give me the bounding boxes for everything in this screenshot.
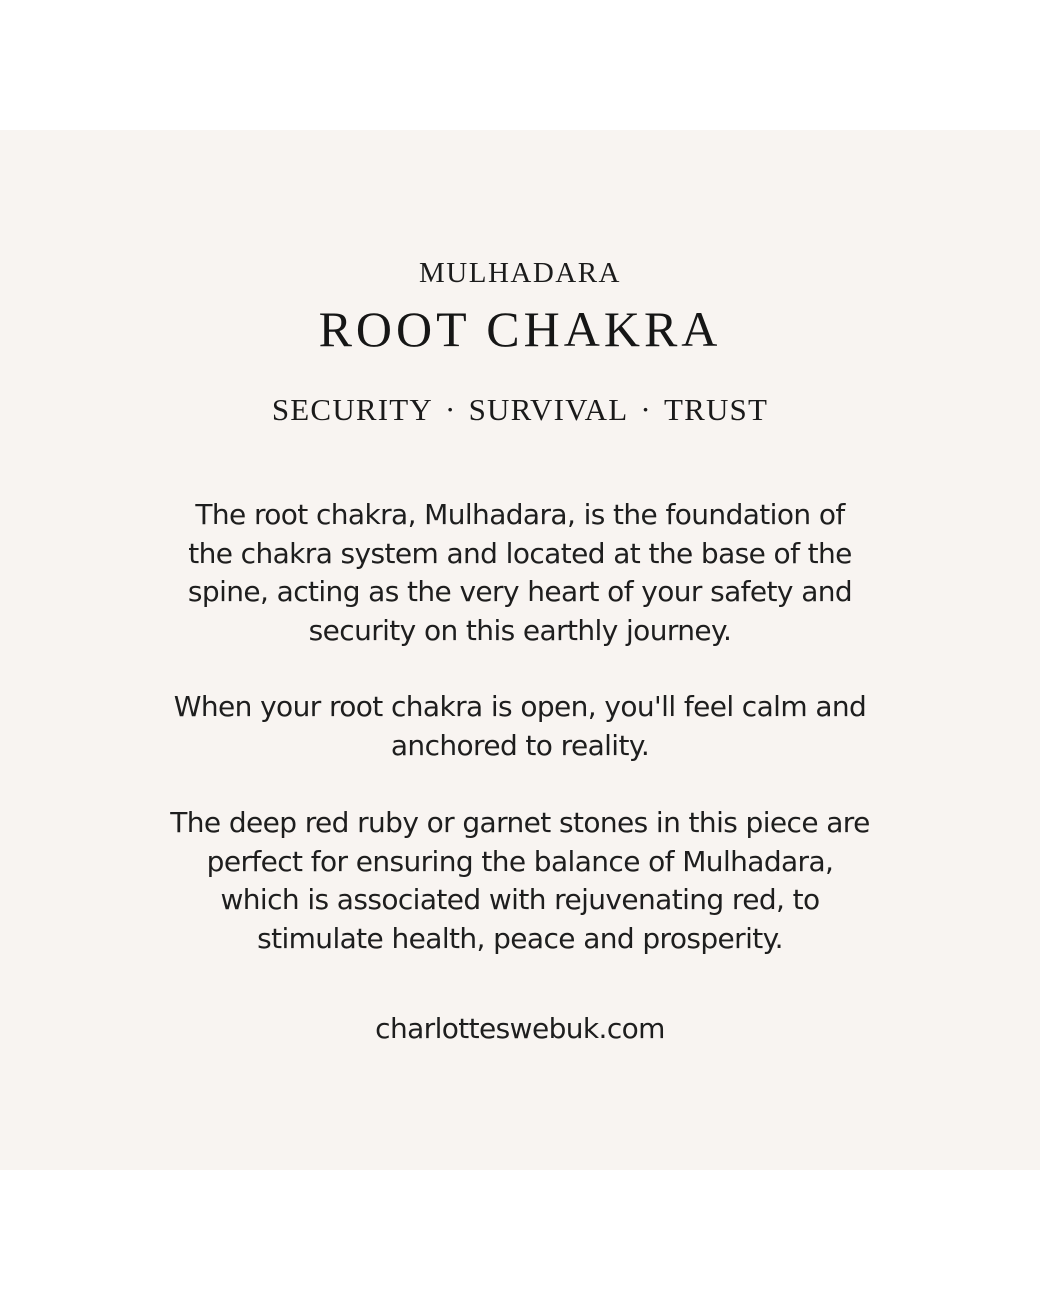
- website-url: charlotteswebuk.com: [375, 1012, 665, 1045]
- paragraph-line: security on this earthly journey.: [308, 613, 732, 647]
- keyword-separator: ·: [640, 392, 652, 427]
- chakra-sanskrit-name: MULHADARA: [419, 257, 621, 289]
- paragraph-line: When your root chakra is open, you'll feel calm and: [173, 690, 867, 723]
- paragraph-open-chakra: [120, 688, 920, 765]
- keyword-security: SECURITY: [271, 392, 434, 427]
- keyword-trust: TRUST: [663, 392, 769, 427]
- paragraph-line: which is associated with rejuvenating red, to: [220, 883, 820, 916]
- paragraph-line: spine, acting as the very heart of your safety and: [187, 575, 853, 608]
- paragraph-line: stimulate health, peace and prosperity.: [257, 921, 783, 955]
- keywords-line: [0, 392, 1040, 428]
- paragraph-foundation: [120, 496, 920, 650]
- paragraph-stones: [120, 804, 920, 958]
- paragraph-line: the chakra system and located at the base of the: [188, 536, 852, 570]
- keyword-survival: SURVIVAL: [468, 392, 629, 427]
- info-card: [0, 130, 1040, 1170]
- keyword-separator: ·: [445, 392, 457, 427]
- paragraph-line: The deep red ruby or garnet stones in this piece are: [170, 806, 870, 839]
- paragraph-line: perfect for ensuring the balance of Mulhadara,: [206, 844, 834, 878]
- chakra-title: ROOT CHAKRA: [318, 301, 722, 357]
- paragraph-line: anchored to reality.: [390, 728, 650, 762]
- paragraph-line: The root chakra, Mulhadara, is the foundation of: [195, 498, 845, 531]
